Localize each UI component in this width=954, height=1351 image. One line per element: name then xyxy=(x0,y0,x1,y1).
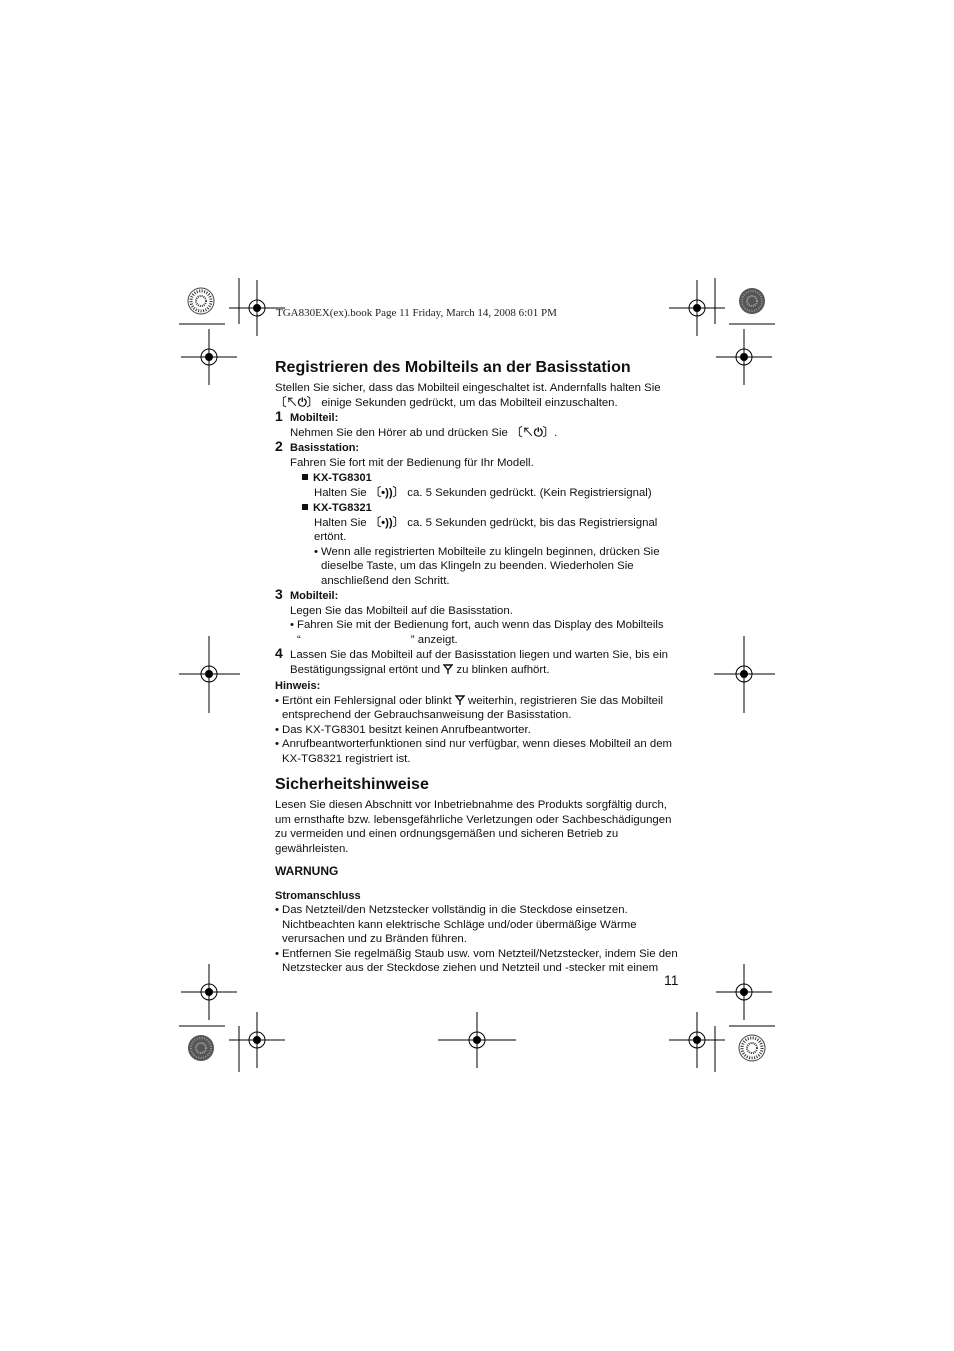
list-item: • Anrufbeantworterfunktionen sind nur verfügbar, wenn dieses Mobilteil an dem KX-TG8321 registriert ist. xyxy=(275,737,680,766)
note-heading: Hinweis: xyxy=(275,680,321,692)
rosette-mark xyxy=(188,1035,214,1061)
subheading: Stromanschluss xyxy=(275,889,361,902)
crosshair-mark xyxy=(181,964,237,1020)
section-title: Sicherheitshinweise xyxy=(275,776,429,793)
intro-text: Stellen Sie sicher, dass das Mobilteil eingeschaltet ist. Andernfalls halten Sie 〔↖⏻〕 einige Sekunden gedrückt, um das Mobilteil einzuschalten. xyxy=(275,382,661,409)
model-kx-tg8301: KX-TG8301 Halten Sie 〔•))〕 ca. 5 Sekunden gedrückt. (Kein Registriersignal) xyxy=(290,471,680,500)
step-3: 3 Mobilteil: Legen Sie das Mobilteil auf die Basisstation. • Fahren Sie mit der Bedienung fort, auch wenn das Display des Mobilteils “ ” anzeigt. xyxy=(275,589,680,647)
crosshair-mark xyxy=(181,329,237,385)
antenna-icon xyxy=(443,664,453,674)
square-bullet-icon xyxy=(302,504,308,510)
warning-heading: WARNUNG xyxy=(275,864,339,878)
print-header: TGA830EX(ex).book Page 11 Friday, March 14, 2008 6:01 PM xyxy=(276,307,557,319)
list-item: • Das Netzteil/den Netzstecker vollständig in die Steckdose einsetzen. Nichtbeachten kann elektrische Schläge und/oder übermäßige Wärme verursachen und zu Bränden führen. xyxy=(275,903,680,947)
page-number: 11 xyxy=(664,972,679,988)
list-item: • Wenn alle registrierten Mobilteile zu klingeln beginnen, drücken Sie dieselbe Taste, um das Klingeln zu beenden. Wiederholen Sie anschließend den Schritt. xyxy=(314,545,680,589)
power-key-icon: 〔↖⏻〕 xyxy=(275,396,319,409)
rosette-mark xyxy=(188,288,214,314)
square-bullet-icon xyxy=(302,474,308,480)
list-item: • Ertönt ein Fehlersignal oder blinkt weiterhin, registrieren Sie das Mobilteil entsprechend der Gebrauchsanweisung der Basisstation. xyxy=(275,694,680,723)
crosshair-mark xyxy=(716,964,772,1020)
page-content xyxy=(275,358,680,976)
list-item: • Fahren Sie mit der Bedienung fort, auch wenn das Display des Mobilteils “ ” anzeigt. xyxy=(290,618,680,647)
locator-key-icon: 〔•))〕 xyxy=(369,516,405,529)
list-item: • Das KX-TG8301 besitzt keinen Anrufbeantworter. xyxy=(275,723,680,738)
step-4: 4 Lassen Sie das Mobilteil auf der Basisstation liegen und warten Sie, bis ein Bestätigungssignal ertönt und zu blinken aufhört. xyxy=(275,645,669,676)
list-item: • Entfernen Sie regelmäßig Staub usw. vom Netzteil/Netzstecker, indem Sie den Netzstecker aus der Steckdose ziehen und Netzteil und -stecker mit einem xyxy=(275,947,680,976)
crosshair-mark xyxy=(669,1012,725,1068)
crosshair-mark xyxy=(669,280,725,336)
locator-key-icon: 〔•))〕 xyxy=(369,486,405,499)
model-kx-tg8321: KX-TG8321 Halten Sie 〔•))〕 ca. 5 Sekunden gedrückt, bis das Registriersignal ertönt. • Wenn alle registrierten Mobilteile zu klingeln beginnen, drücken Sie dieselbe Taste, um das Klingeln zu beenden. Wiederholen Sie anschließend den Schritt. xyxy=(290,501,680,588)
antenna-icon xyxy=(455,695,465,705)
rosette-mark xyxy=(739,1035,765,1061)
power-key-icon: 〔↖⏻〕 xyxy=(510,426,555,439)
crosshair-mark xyxy=(716,329,772,385)
intro-text: Lesen Sie diesen Abschnitt vor Inbetriebnahme des Produkts sorgfältig durch, um ernsthafte bzw. lebensgefährliche Verletzungen oder Sachbeschädigungen zu vermeiden und einen ordnungsgemäßen und sicheren Betrieb zu gewährleisten. xyxy=(275,799,672,855)
section-title: Registrieren des Mobilteils an der Basisstation xyxy=(275,359,631,376)
step-2: 2 Basisstation: Fahren Sie fort mit der Bedienung für Ihr Modell. KX-TG8301 Halten Sie 〔•))〕 ca. 5 Sekunden gedrückt. (Kein Registriersignal) KX-TG8321 Halten Sie 〔•))〕 ca. 5 Sekunden gedrückt, bis das Registriersignal ertönt. • Wenn alle registrierten Mobilteile zu klingeln beginnen, drücken Sie dieselbe Taste, um das Klingeln zu beenden. Wiederholen Sie anschließend den Schritt. xyxy=(275,441,680,588)
crosshair-mark xyxy=(229,1012,285,1068)
step-1: 1 Mobilteil: Nehmen Sie den Hörer ab und drücken Sie 〔↖⏻〕. xyxy=(275,408,558,439)
rosette-mark xyxy=(739,288,765,314)
